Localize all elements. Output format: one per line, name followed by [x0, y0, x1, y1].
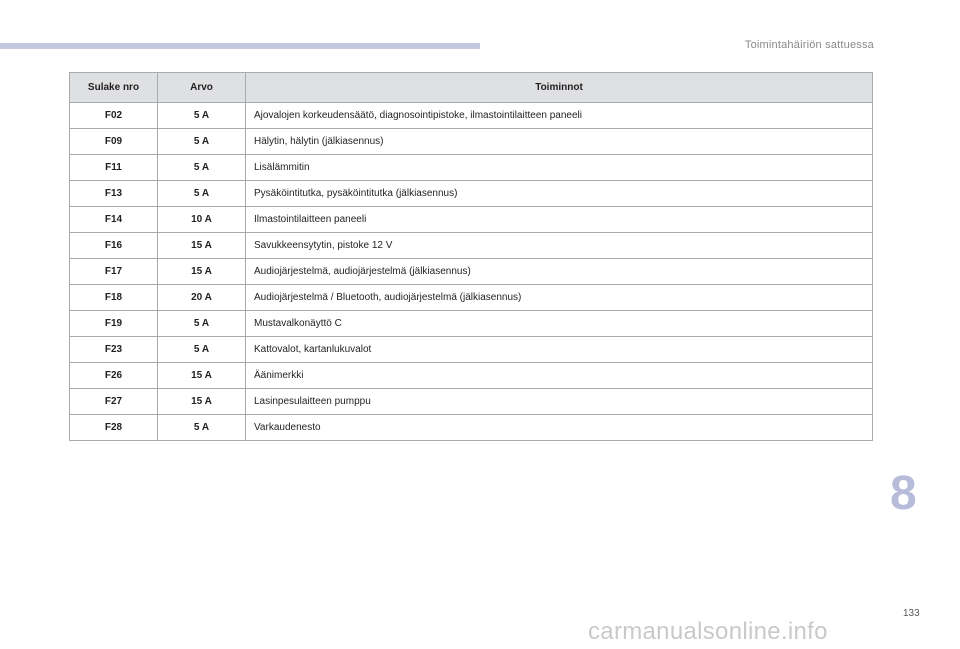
fuse-function-cell: Ilmastointilaitteen paneeli	[246, 207, 873, 233]
fuse-table	[69, 72, 873, 441]
fuse-code-cell: F13	[70, 181, 158, 207]
header-accent-bar	[0, 43, 480, 49]
fuse-code-cell: F27	[70, 389, 158, 415]
table-row	[70, 129, 873, 155]
table-row	[70, 389, 873, 415]
chapter-title: Toimintahäiriön sattuessa	[744, 39, 874, 51]
table-row	[70, 415, 873, 441]
table-row	[70, 311, 873, 337]
fuse-value-cell: 5 A	[158, 415, 246, 441]
fuse-code-cell: F28	[70, 415, 158, 441]
fuse-code-cell: F14	[70, 207, 158, 233]
watermark-text: carmanualsonline.info	[588, 618, 828, 645]
fuse-value-cell: 5 A	[158, 103, 246, 129]
fuse-function-cell: Kattovalot, kartanlukuvalot	[246, 337, 873, 363]
fuse-value-cell: 20 A	[158, 285, 246, 311]
fuse-table-body	[70, 103, 873, 441]
table-row	[70, 181, 873, 207]
fuse-function-cell: Audiojärjestelmä, audiojärjestelmä (jälkiasennus)	[246, 259, 873, 285]
fuse-code-cell: F09	[70, 129, 158, 155]
table-row	[70, 285, 873, 311]
fuse-value-cell: 15 A	[158, 233, 246, 259]
fuse-function-cell: Äänimerkki	[246, 363, 873, 389]
fuse-function-cell: Savukkeensytytin, pistoke 12 V	[246, 233, 873, 259]
table-row	[70, 337, 873, 363]
fuse-function-cell: Mustavalkonäyttö C	[246, 311, 873, 337]
fuse-function-cell: Pysäköintitutka, pysäköintitutka (jälkiasennus)	[246, 181, 873, 207]
fuse-function-cell: Lasinpesulaitteen pumppu	[246, 389, 873, 415]
fuse-value-cell: 5 A	[158, 337, 246, 363]
fuse-code-cell: F18	[70, 285, 158, 311]
fuse-code-cell: F26	[70, 363, 158, 389]
table-row	[70, 155, 873, 181]
fuse-function-cell: Ajovalojen korkeudensäätö, diagnosointipistoke, ilmastointilaitteen paneeli	[246, 103, 873, 129]
table-row	[70, 233, 873, 259]
fuse-code-cell: F17	[70, 259, 158, 285]
fuse-function-cell: Varkaudenesto	[246, 415, 873, 441]
fuse-value-cell: 15 A	[158, 363, 246, 389]
page-number: 133	[903, 608, 920, 619]
fuse-value-cell: 15 A	[158, 259, 246, 285]
fuse-function-cell: Audiojärjestelmä / Bluetooth, audiojärjestelmä (jälkiasennus)	[246, 285, 873, 311]
chapter-number: 8	[890, 467, 917, 520]
table-header-row	[70, 73, 873, 103]
fuse-code-cell: F19	[70, 311, 158, 337]
fuse-code-cell: F11	[70, 155, 158, 181]
column-header-fuse-number: Sulake nro	[70, 73, 158, 103]
fuse-function-cell: Hälytin, hälytin (jälkiasennus)	[246, 129, 873, 155]
column-header-value: Arvo	[158, 73, 246, 103]
table-row	[70, 103, 873, 129]
fuse-value-cell: 5 A	[158, 181, 246, 207]
table-row	[70, 259, 873, 285]
fuse-function-cell: Lisälämmitin	[246, 155, 873, 181]
fuse-code-cell: F02	[70, 103, 158, 129]
fuse-code-cell: F16	[70, 233, 158, 259]
fuse-value-cell: 5 A	[158, 155, 246, 181]
fuse-value-cell: 10 A	[158, 207, 246, 233]
table-row	[70, 363, 873, 389]
column-header-functions: Toiminnot	[246, 73, 873, 103]
fuse-code-cell: F23	[70, 337, 158, 363]
fuse-value-cell: 5 A	[158, 129, 246, 155]
fuse-value-cell: 5 A	[158, 311, 246, 337]
table-row	[70, 207, 873, 233]
fuse-value-cell: 15 A	[158, 389, 246, 415]
